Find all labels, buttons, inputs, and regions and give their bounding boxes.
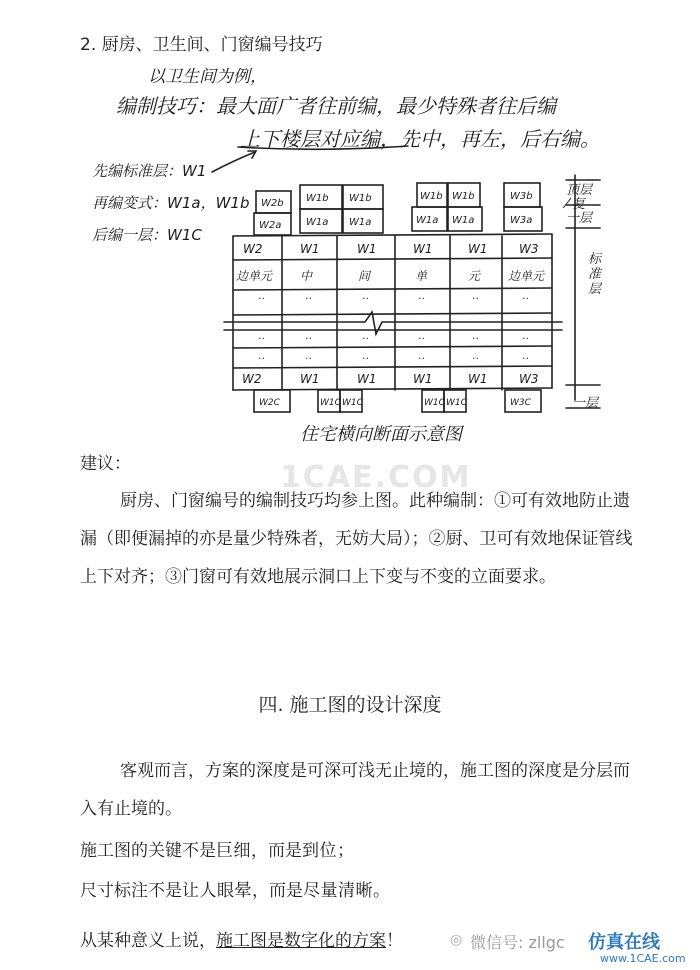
suggestion-label: 建议：: [80, 454, 131, 474]
watermark-wechat-id: 微信号: zllgc: [470, 933, 565, 952]
label-w1a: W1a: [416, 215, 439, 226]
svg-text:··: ··: [472, 292, 479, 305]
label-unit: 元: [468, 269, 481, 283]
label-w1c: W1C: [342, 398, 363, 408]
label-w2: W2: [243, 242, 263, 256]
label-w3c: W3C: [510, 398, 531, 408]
sketch-caption: 住宅横向断面示意图: [300, 424, 462, 445]
label-w3: W3: [519, 372, 539, 386]
svg-text:··: ··: [418, 292, 425, 305]
label-w1: W1: [357, 372, 377, 386]
svg-text:··: ··: [258, 352, 265, 365]
svg-text:··: ··: [305, 352, 312, 365]
svg-text:··: ··: [472, 332, 479, 345]
svg-text:··: ··: [522, 352, 529, 365]
label-w1: W1: [357, 242, 377, 256]
svg-text:··: ··: [362, 332, 369, 345]
label-w2: W2: [242, 372, 262, 386]
section-heading: 2. 厨房、卫生间、门窗编号技巧: [80, 35, 323, 55]
underlined-emphasis: 施工图是数字化的方案: [216, 931, 386, 951]
label-unit: 中: [300, 269, 313, 283]
section-title: 四. 施工图的设计深度: [258, 694, 442, 716]
label-unit: 单: [415, 269, 428, 283]
svg-text:··: ··: [258, 332, 265, 345]
label-w1a: W1a: [306, 217, 329, 228]
watermark-center: 1CAE.COM: [280, 460, 472, 495]
label-w1: W1: [468, 372, 488, 386]
handwritten-example-note: 以卫生间为例，: [148, 67, 267, 87]
depth-paragraph: 客观而言，方案的深度是可深可浅无止境的，施工图的深度是分层而入有止境的。: [80, 761, 630, 819]
label-w1b: W1b: [420, 191, 443, 202]
suggestion-paragraph: 厨房、门窗编号的编制技巧均参上图。此种编制：①可有效地防止遗漏（即便漏掉的亦是量少特殊者，无妨大局）；②厨、卫可有效地保证管线上下对齐；③门窗可有效地展示洞口上下变与不变的立面要求。: [80, 491, 633, 587]
key-point-line-1: 施工图的关键不是巨细，而是到位；: [80, 841, 354, 861]
svg-text:··: ··: [522, 292, 529, 305]
svg-text:··: ··: [258, 292, 265, 305]
svg-text:··: ··: [362, 292, 369, 305]
svg-text:··: ··: [418, 332, 425, 345]
handwritten-right-bottom-label: 一层: [572, 396, 599, 411]
emphasis-dotted: 巨细: [216, 841, 251, 861]
label-w1: W1: [300, 242, 320, 256]
handwritten-left-note-3: 后编一层：W1C: [92, 226, 202, 244]
emphasis-dotted: 到位: [302, 841, 337, 861]
svg-text:··: ··: [305, 292, 312, 305]
label-w1b: W1b: [452, 191, 475, 202]
svg-text:··: ··: [472, 352, 479, 365]
label-w2a: W2a: [259, 220, 282, 231]
watermark-site: www.1CAE.com: [600, 952, 686, 965]
wechat-logo-icon: ◎: [450, 932, 463, 948]
key-point-line-2: 尺寸标注不是让人眼晕，而是尽量清晰。: [80, 881, 390, 901]
building-section-sketch: [0, 0, 700, 450]
emphasis-dotted: 让人眼晕: [182, 881, 252, 901]
label-w1c: W1C: [424, 398, 445, 408]
handwritten-right-top-label: 顶层 ⁄ 复一层: [566, 183, 593, 226]
label-w2c: W2C: [259, 398, 280, 408]
handwriting-underline: [238, 146, 408, 149]
watermark-brand: 仿真在线: [588, 932, 660, 953]
key-point-line-3: 从某种意义上说，施工图是数字化的方案！: [80, 931, 403, 951]
handwritten-right-mid-label: 标准层: [588, 252, 602, 297]
label-w2b: W2b: [261, 198, 284, 209]
emphasis-dotted: 尽量清晰: [303, 881, 373, 901]
svg-text:··: ··: [522, 332, 529, 345]
label-unit: 边单元: [236, 269, 273, 283]
label-w1: W1: [413, 242, 433, 256]
label-w1c: W1C: [446, 398, 467, 408]
svg-text:··: ··: [362, 352, 369, 365]
svg-text:··: ··: [418, 352, 425, 365]
handwritten-technique-line-2: 上下楼层对应编，先中，再左，后右编。: [240, 127, 600, 151]
label-w1: W1: [300, 372, 320, 386]
label-unit: 间: [358, 269, 371, 283]
note-arrow: [212, 152, 255, 172]
handwritten-technique-line-1: 编制技巧：最大面广者往前编，最少特殊者往后编: [116, 94, 556, 118]
handwritten-left-note-2: 再编变式：W1a，W1b: [92, 194, 250, 212]
label-w1b: W1b: [349, 193, 372, 204]
label-w3a: W3a: [510, 215, 533, 226]
label-unit: 边单元: [508, 269, 545, 283]
label-w1a: W1a: [452, 215, 475, 226]
label-w1: W1: [468, 242, 488, 256]
label-w3b: W3b: [510, 191, 533, 202]
svg-text:··: ··: [305, 332, 312, 345]
handwritten-left-note-1: 先编标准层：W1: [92, 162, 207, 180]
label-w1c: W1C: [320, 398, 341, 408]
label-w1b: W1b: [306, 193, 329, 204]
label-w3: W3: [519, 242, 539, 256]
label-w1a: W1a: [349, 217, 372, 228]
label-w1: W1: [413, 372, 433, 386]
